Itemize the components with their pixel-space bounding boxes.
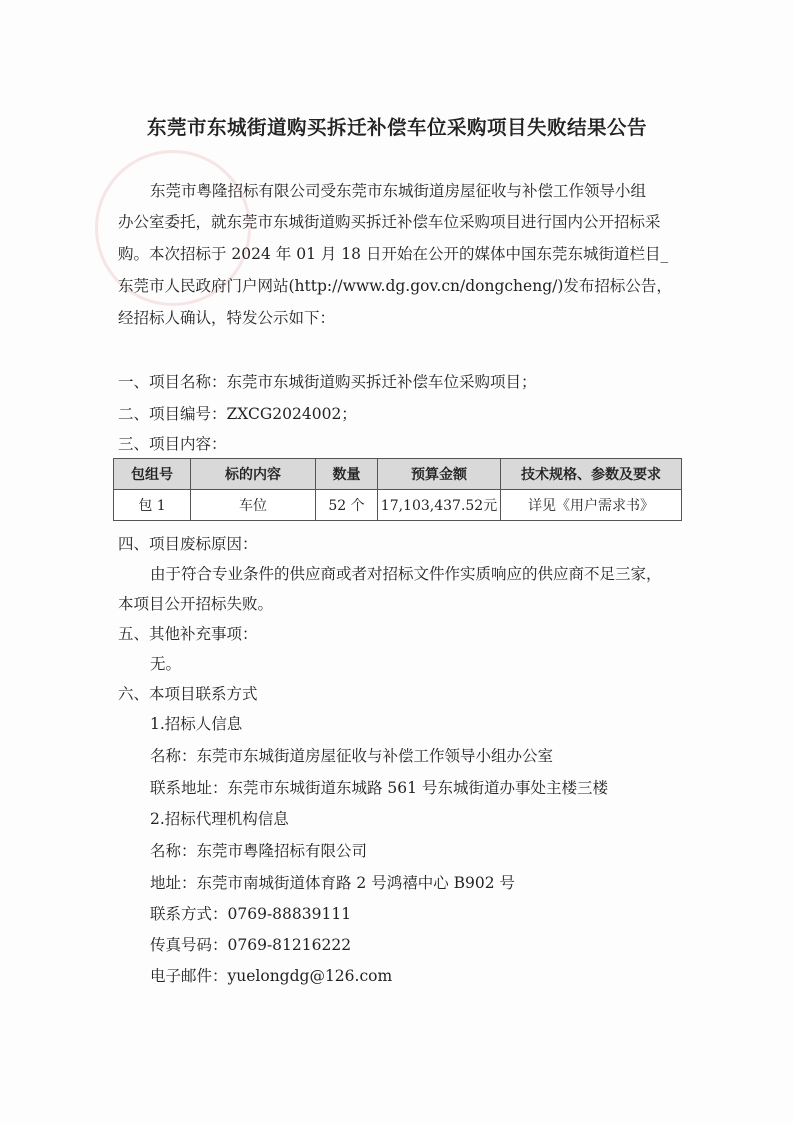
table-header-cell: 标的内容	[191, 459, 316, 490]
table-header-cell: 预算金额	[378, 459, 501, 490]
agency-info-heading: 2.招标代理机构信息	[150, 810, 289, 828]
intro-line-3: 购。本次招标于 2024 年 01 月 18 日开始在公开的媒体中国东莞东城街道栏目_	[118, 245, 669, 263]
intro-line-1: 东莞市粤隆招标有限公司受东莞市东城街道房屋征收与补偿工作领导小组	[150, 182, 647, 200]
section-contact-heading: 六、本项目联系方式	[118, 685, 258, 703]
table-cell-subject: 车位	[191, 490, 316, 521]
section-project-content: 三、项目内容：	[118, 435, 227, 453]
agency-address: 地址：东莞市南城街道体育路 2 号鸿禧中心 B902 号	[150, 874, 516, 892]
table-cell-package: 包 1	[114, 490, 191, 521]
section-project-name: 一、项目名称：东莞市东城街道购买拆迁补偿车位采购项目；	[118, 373, 537, 391]
agency-fax: 传真号码：0769-81216222	[150, 936, 352, 954]
table-cell-budget: 17,103,437.52元	[378, 490, 501, 521]
agency-phone: 联系方式：0769-88839111	[150, 905, 352, 923]
tenderer-info-heading: 1.招标人信息	[150, 715, 243, 733]
table-header-cell: 数量	[316, 459, 378, 490]
table-cell-quantity: 52 个	[316, 490, 378, 521]
section-supplementary-heading: 五、其他补充事项：	[118, 625, 258, 643]
table-row	[114, 490, 682, 521]
agency-name: 名称：东莞市粤隆招标有限公司	[150, 842, 368, 860]
intro-line-2: 办公室委托，就东莞市东城街道购买拆迁补偿车位采购项目进行国内公开招标采	[118, 213, 661, 231]
tenderer-address: 联系地址：东莞市东城街道东城路 561 号东城街道办事处主楼三楼	[150, 779, 608, 797]
project-content-table	[113, 458, 682, 521]
failure-reason-line-1: 由于符合专业条件的供应商或者对招标文件作实质响应的供应商不足三家，	[150, 565, 662, 583]
table-cell-specs: 详见《用户需求书》	[501, 490, 682, 521]
failure-reason-line-2: 本项目公开招标失败。	[118, 595, 274, 613]
agency-email: 电子邮件：yuelongdg@126.com	[150, 967, 393, 985]
document-title: 东莞市东城街道购买拆迁补偿车位采购项目失败结果公告	[146, 116, 647, 139]
table-header-cell: 技术规格、参数及要求	[501, 459, 682, 490]
intro-line-5: 经招标人确认，特发公示如下：	[118, 309, 336, 327]
table-header-row	[114, 459, 682, 490]
table-header-cell: 包组号	[114, 459, 191, 490]
intro-line-4: 东莞市人民政府门户网站(http://www.dg.gov.cn/dongcheng/)发布招标公告，	[118, 277, 672, 295]
supplementary-body: 无。	[150, 655, 182, 673]
section-project-number: 二、项目编号：ZXCG2024002；	[118, 405, 357, 423]
tenderer-name: 名称：东莞市东城街道房屋征收与补偿工作领导小组办公室	[150, 747, 554, 765]
section-failure-reason-heading: 四、项目废标原因：	[118, 535, 258, 553]
